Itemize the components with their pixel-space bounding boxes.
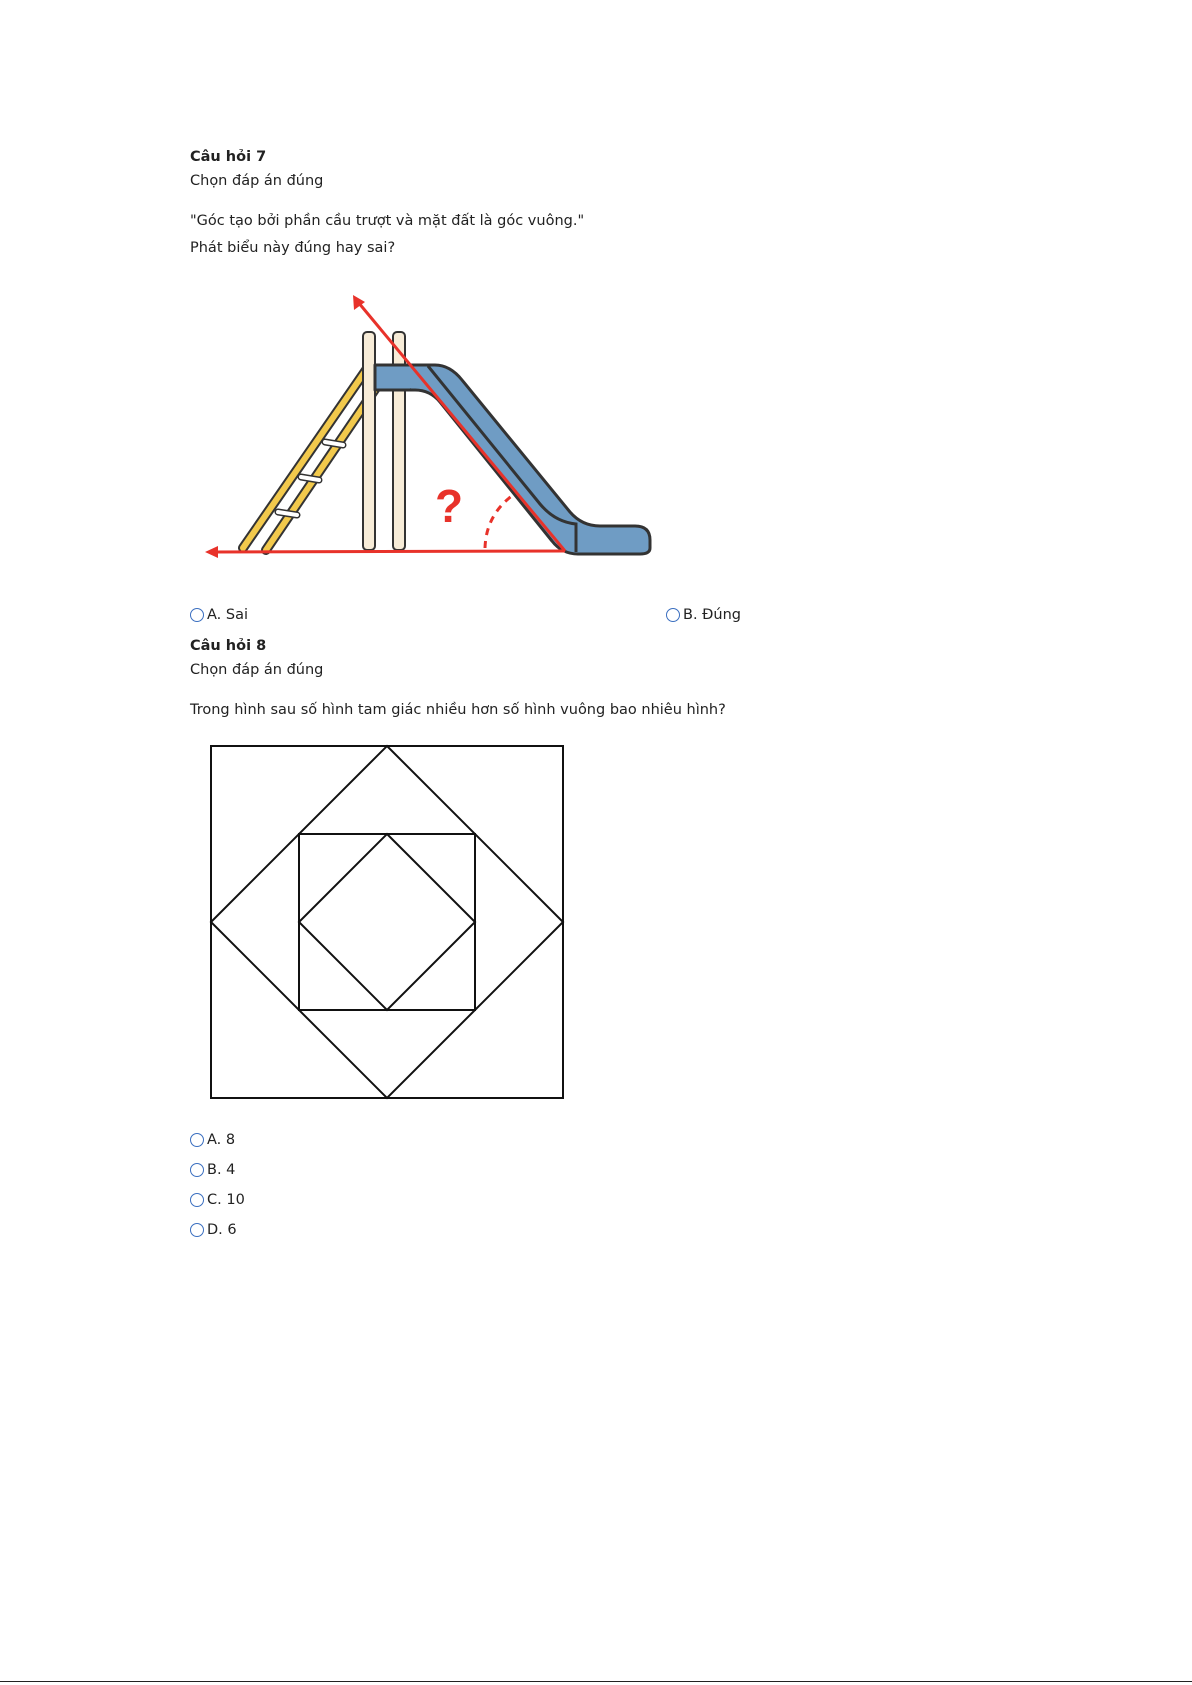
radio-icon[interactable] — [190, 1223, 204, 1237]
q8-option-a-label: A. 8 — [207, 1132, 236, 1148]
q8-option-c[interactable] — [190, 1191, 245, 1209]
radio-icon[interactable] — [190, 1193, 204, 1207]
outer-square — [211, 746, 563, 1098]
question-mark: ? — [435, 480, 464, 532]
angle-arc — [485, 495, 513, 548]
q7-option-a-label: A. Sai — [207, 607, 249, 623]
q8-option-a[interactable] — [190, 1131, 235, 1149]
q8-instruction: Chọn đáp án đúng — [190, 662, 324, 678]
q7-instruction: Chọn đáp án đúng — [190, 173, 324, 189]
q7-statement: "Góc tạo bởi phần cầu trượt và mặt đất là góc vuông." — [190, 213, 585, 229]
radio-icon[interactable] — [190, 1133, 204, 1147]
nested-squares-figure — [205, 740, 577, 1112]
inner-diamond — [299, 834, 475, 1010]
q7-option-b[interactable] — [666, 606, 741, 624]
ladder — [243, 370, 376, 550]
q8-option-d-label: D. 6 — [207, 1222, 237, 1238]
outer-diamond — [211, 746, 563, 1098]
q8-option-b[interactable] — [190, 1161, 235, 1179]
q7-question: Phát biểu này đúng hay sai? — [190, 240, 396, 256]
q8-option-b-label: B. 4 — [207, 1162, 236, 1178]
ground-line — [205, 546, 565, 558]
inner-square — [299, 834, 475, 1010]
slide-illustration — [200, 290, 670, 565]
page-bottom-rule — [0, 1681, 1192, 1682]
radio-icon[interactable] — [190, 1163, 204, 1177]
q7-title: Câu hỏi 7 — [190, 149, 267, 165]
slide — [375, 365, 650, 554]
q8-option-d[interactable] — [190, 1221, 237, 1239]
q7-option-a[interactable] — [190, 606, 248, 624]
radio-icon[interactable] — [666, 608, 680, 622]
q7-option-b-label: B. Đúng — [683, 607, 741, 623]
radio-icon[interactable] — [190, 608, 204, 622]
q8-title: Câu hỏi 8 — [190, 638, 267, 654]
q8-question: Trong hình sau số hình tam giác nhiều hơn số hình vuông bao nhiêu hình? — [190, 702, 726, 718]
q8-option-c-label: C. 10 — [207, 1192, 245, 1208]
